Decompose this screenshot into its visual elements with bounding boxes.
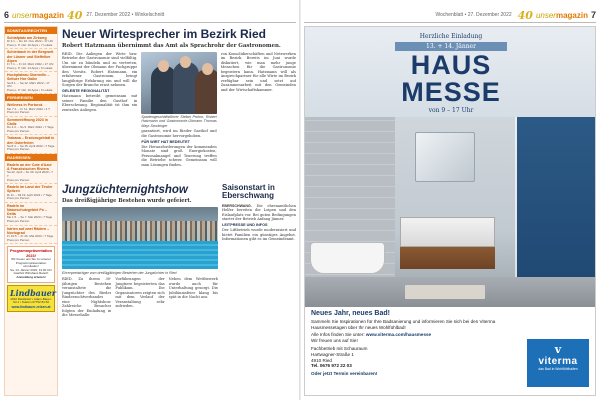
sidebar-event xyxy=(5,226,57,245)
article-headline: Neuer Wirtesprecher im Bezirk Ried xyxy=(62,27,266,41)
event-title: Schierbach in der Bergwelt der Lüsner und Steffelker Alpen xyxy=(7,50,54,63)
advert-website-link[interactable]: www.viterma.com/hausmesse xyxy=(365,332,432,338)
photo-caption: Ehrenpreisträger vom dreißigjährigen Bestehen der Jungzüchter in Ried xyxy=(62,271,177,276)
event-extra: Preis pro Person xyxy=(7,147,30,152)
sidebar-event xyxy=(5,117,57,136)
sidebar-event xyxy=(5,162,57,184)
event-title: Radeln im Naturschutzgebiet Po – Delta xyxy=(7,203,47,217)
article-column xyxy=(62,52,137,170)
event-extra: Preis pro Person xyxy=(7,128,30,133)
article-text: REID. Die Anliegen der Wirte bzw. Betriebe der Gastronomie sind vielfältig. Um sie zu bündeln und zu vertreten, übernimmt der Obmann der Fachgruppe den Vorsitz. Robert Hatzmann, ein erfahrener Gastronom, bringt langjährige Erfahrung ein und will die Sorgen der Branche ernst nehmen. xyxy=(62,51,138,88)
article-column xyxy=(221,52,296,170)
article-column xyxy=(222,204,296,400)
event-info: Sa 8.4. – Sa 15. April 2022 • 7 Tage xyxy=(7,143,55,148)
right-page-header xyxy=(431,8,596,22)
event-title: Trabana – Erzdorogeblatt in den Osterferien xyxy=(7,136,55,145)
article-subheading: GELEBTE REGIONALITÄT xyxy=(62,89,110,94)
article-text: garantiert, wird im Rieder Gasthof und die Gastronomie hervorgehoben. xyxy=(141,129,217,138)
brand-logo: unsermagazin xyxy=(12,10,65,20)
event-extra: Preis pro Person xyxy=(7,237,30,242)
event-extra: Preis pro Person xyxy=(7,177,30,182)
event-title: Schlafplatz am Zirkweg xyxy=(7,36,47,40)
event-info: Di 3.1. – Do 10. Nov 2022 • 17 Uhr xyxy=(7,39,54,44)
article-column xyxy=(141,52,216,170)
presentation-line: Wir freuen uns Sie zu unserer Programmpräsentation einzuladen! xyxy=(11,256,51,269)
advert-address: Fachbetrieb mit Schauraum Hartwagner-Straße 1 4910 Ried Tel. 0676 972 22 03 xyxy=(311,346,521,369)
event-info: Mo 7.2. – Fr 11. März 2022 • 4 T xyxy=(7,106,50,111)
sidebar-heading: FERNREISEN xyxy=(5,94,57,101)
hausmesse-title: HAUS MESSE xyxy=(401,50,501,107)
article-deck: Robert Hatzmann übernimmt das Amt als Sprachrohr der Gastronomen. xyxy=(62,42,281,49)
advert-paragraph: Sammeln Sie Inspirationen für Ihre Badsanierung und informieren Sie sich bei den Viterma Hausmessetagen über Ihr neues Wohlfühlbad! xyxy=(311,318,496,330)
sidebar-event xyxy=(5,35,57,49)
event-info: Fr 19.5. – Fr 26. Mai 2023 • 7 Tage xyxy=(7,233,54,238)
viterma-logo: v viterma das Bad in Wohlfühlhalten xyxy=(527,339,589,387)
event-info: Mo 1.5. – So 7. Mai 2023 • 7 Tage xyxy=(7,215,53,220)
article-column xyxy=(169,277,218,365)
event-info: Sa 8.1. – Sa 12. März 2022 • 17 Uhr xyxy=(7,80,50,89)
advert-phone: Tel. 0676 972 22 03 xyxy=(311,363,352,369)
article-text: Hatzmann betreibt gemeinsam mit seiner Familie den Gasthof in Eberschwang. Regionalität ist ihm ein zentrales Anliegen. xyxy=(62,94,138,112)
sidebar-heading: SONNTAG/RECHTEN xyxy=(5,27,57,34)
event-title: Sommeröffnung 2023 in Cádiz xyxy=(7,117,48,126)
event-extra: Preis pro Person xyxy=(7,218,30,223)
event-title: Wellness in Portorož xyxy=(7,103,43,108)
invitation-block xyxy=(395,33,507,113)
article-text: von Konsolidierschäften und Netzwerken im Bezirk. Bereits im Juni wurde diskutiert, wie man mehr junge Menschen für die Gastronomie begeistern kann. Hatzmann will als Ansprechpartner für alle Wirte im Bezirk verfügbar sein und setzt auf Zusammenarbeit mit den Gemeinden und der Wirtschaftskammer. xyxy=(220,51,296,92)
article-jungzuechter xyxy=(62,184,218,365)
lindbauer-website: www.lindbauer-reisen.at xyxy=(11,304,51,309)
viterma-advert xyxy=(304,26,596,396)
article-text: Die ehrenamtlichen Helfer bereiten die Loipen und den Eislaufplatz vor. Bei guten Bedingungen startet der Betrieb Anfang Jänner. xyxy=(222,203,296,222)
article-column xyxy=(115,277,164,365)
event-title: Radeln im Land der Tiroler Spitzen xyxy=(7,185,53,194)
event-title: Radeln an der Cote d'Azur & Französischen Riviera xyxy=(7,162,52,172)
page-number: 6 xyxy=(4,10,10,20)
article-headline: Jungzüchternightshow xyxy=(62,184,188,196)
event-info: Fr 7.1. – Fr 10. März 2022 • 17 Uhr xyxy=(7,62,54,66)
sidebar-event xyxy=(5,203,57,226)
presentation-line: Gasthof Wirtshaus Reisch xyxy=(13,271,49,276)
sidebar-event xyxy=(5,49,57,72)
sidebar-event xyxy=(5,184,57,203)
page-gutter xyxy=(299,0,301,400)
event-extra: Preis pro Person xyxy=(7,196,30,201)
advert-cta: Oder jetzt Termin vereinbaren! xyxy=(311,371,378,377)
lindbauer-address: 4910 Riedlsdorf • Adam-Bauer-Str.1 • Telefon 07752 84 60 xyxy=(10,296,52,305)
nightshow-photo xyxy=(62,207,218,269)
sidebar-heading: RADREISEN xyxy=(5,154,57,161)
lindbauer-logo-box xyxy=(7,285,55,312)
page-number: 7 xyxy=(590,10,596,20)
sidebar-event xyxy=(5,72,57,94)
invitation-time: von 9 – 17 Uhr xyxy=(428,107,474,114)
invitation-dates: 13. + 14. Jänner xyxy=(395,42,507,51)
article-saisonstart xyxy=(222,184,296,400)
bathroom-photo xyxy=(305,117,596,307)
presentation-line: Sa, 14. Jänner 2023, 14:00 Uhr xyxy=(10,267,52,272)
photo-caption: Spartengeschäftsführer Stefan Prohor, Robert Hatzmann und Gastronomie-Obmann Thomas Mayr-Stockinger xyxy=(141,115,217,128)
article-wirtesprecher xyxy=(62,28,296,170)
advert-paragraph: Alle Infos finden Sie unter: www.viterma.com/hausmesse Wir freuen uns auf Sie! xyxy=(311,332,432,344)
lindbauer-name: Lindbauer xyxy=(10,287,56,298)
presentation-ad xyxy=(7,246,55,282)
event-info: Do 2.3. – So 5. März 2022 • 7 Tage xyxy=(7,125,54,130)
event-extra: Preis pro Person xyxy=(7,110,30,115)
event-info: Sa 22. April – So 30. April 2023 • 7 T xyxy=(7,170,53,178)
article-headline: Saisonstart in Eberschwang xyxy=(222,183,275,201)
header-rule xyxy=(304,22,596,23)
issue-date: 27. Dezember 2022 • Winkelschnitt xyxy=(86,12,165,18)
article-subheading: LEITPRESSE UND INFOS xyxy=(222,223,268,228)
presentation-note: Anmeldung erbeten! xyxy=(16,274,46,279)
sidebar-event xyxy=(5,135,57,154)
presentation-title: Programmpräsentation 2023! xyxy=(10,249,52,258)
article-column xyxy=(62,277,111,365)
article-text: Die Herausforderungen der kommenden Monate sind groß. Energiekosten, Personalmangel und Teuerung treffen die Betriebe schwer. Gemeinsam will man Lösungen finden. xyxy=(141,144,217,167)
article-subheading: FÜR WIRT HAT BEDEUTET xyxy=(141,139,190,144)
event-info: Di 11. – Mi 19. April 2023 • 7 Tage xyxy=(7,192,52,197)
left-page-header xyxy=(4,8,164,22)
header-rule xyxy=(4,22,296,23)
article-deck: Das dreißigjährige Bestehen wurde gefeiert. xyxy=(62,198,192,205)
hatzmann-photo xyxy=(141,52,216,114)
article-text: Der Liftbetrieb wurde modernisiert und bietet Familien ein günstiges Angebot. Informationen gibt es im Gemeindeamt. xyxy=(222,228,296,242)
article-text: Neben dem Wettbewerb wurde auch für Unterhaltung gesorgt. Die Jubiläumsfeier klang bis spät in die Nacht aus. xyxy=(168,277,218,300)
advert-headline: Neues Jahr, neues Bad! xyxy=(311,310,390,317)
travel-sidebar xyxy=(4,26,58,396)
article-dateline: EBERSCHWANG. xyxy=(222,203,252,208)
anniversary-mark: 40 xyxy=(517,8,533,22)
invitation-line: Herzliche Einladung xyxy=(419,33,483,40)
event-extra: Preis p. P. inkl. 10 Apps • 7 Lokale xyxy=(7,42,53,47)
advert-header-band xyxy=(305,27,596,117)
article-text: Vorführungen der Jungtiere begeisterten das Publikum. Die Organisatoren zeigten sich mit dem Verlauf der Veranstaltung sehr zufrieden. xyxy=(115,277,165,309)
article-text: RIED. Zu ihrem 30-jährigen Bestehen veranstaltete die Jungzüchter des Rieder Rinderzuchtverbandes eine Nightshow. Zahlreiche Besucher folgten der Einladung in die Messehalle. xyxy=(62,277,112,318)
event-extra: Preis p. P. inkl. 14 Apps • 6 Lokale xyxy=(7,65,53,70)
issue-date: Wochenblatt • 27. Dezember 2022 xyxy=(435,12,512,18)
event-title: Hochplateau Obernelln – Seltuer Hor Gaike xyxy=(7,73,50,82)
anniversary-mark: 40 xyxy=(67,8,83,22)
sidebar-event xyxy=(5,102,57,116)
event-extra: Preis p. P. inkl. 10 Apps • 6 Lokale xyxy=(7,87,53,92)
advert-body xyxy=(311,311,521,377)
event-title: Istrien auf zwei Rädern – Noviograd xyxy=(7,226,50,235)
brand-logo: unsermagazin xyxy=(535,10,588,20)
